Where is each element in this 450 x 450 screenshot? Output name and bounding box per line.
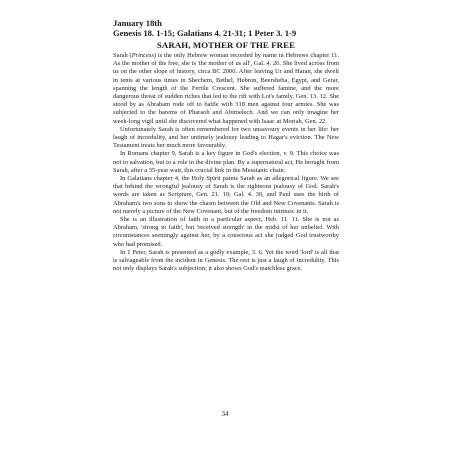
scripture-references: Genesis 18. 1-15; Galatians 4. 21-31; 1 Peter 3. 1-9 [113, 28, 297, 38]
page-number: 34 [221, 410, 229, 418]
body-paragraph: In 1 Peter, Sarah is presented as a godly example, 3. 6. Yet the word 'lord' is all that is salvageable from the incident in Genesis. The rest is just a laugh of incredulity. This not only displays Sarah's subjection; it also shows God's matchless grace. [113, 248, 339, 273]
body-paragraph: In Romans chapter 9, Sarah is a key figure in God's election, v. 9. This choice was not to salvation, but to a role in the divine plan. By a supernatural act, He brought from Sarah, after a 35-year wait, this crucial link in the Messianic chain. [113, 150, 339, 174]
entry-date: January 18th [113, 18, 162, 28]
body-paragraph: In Galatians chapter 4, the Holy Spirit paints Sarah as an allegorical figure. We see that behind the wrongful jealousy of Sarah is the righteous jealousy of God. Sarah's words are taken as Scripture, Gen. 21. 10; Gal. 4. 30, and Paul uses the birth of Abraham's two sons to show the chasm between the Old and New Covenants. Sarah is not merely a picture of the New Covenant, but of the freedom intrinsic in it. [113, 175, 339, 215]
chapter-title: SARAH, MOTHER OF THE FREE [156, 40, 296, 50]
body-paragraph: Sarah (Princess) is the only Hebrew woman recorded by name in Hebrews chapter 11. As the mother of the free, she is 'the mother of us all', Gal. 4. 26. She lived across from us on the other slope of history, circa BC 2000. After leaving Ur and Haran, she dwelt in tents at various times in Shechem, Bethel, Hebron, Beersheba, Egypt, and Gerar, spanning the length of the Fertile Crescent. She suffered famine, and the more dangerous threat of sudden riches that led to the rift with Lot's family, Gen. 13. 12. She stood by as Abraham rode off to battle with 318 men against four armies. She was subjected to the harems of Pharaoh and Abimelech. And we can only imagine her week-long vigil until she discovered what happened with Isaac at Moriah, Gen. 22. [113, 52, 339, 125]
body-paragraph: Unfortunately Sarah is often remembered for two unsavoury events in her life: her laugh of incredulity, and her untimely jealousy leading to Hagar's eviction. The New Testament treats her much more favourably. [113, 125, 339, 150]
text-column [113, 18, 339, 273]
body-paragraph: She is an illustration of faith in a particular aspect, Heb. 11. 11. She is not as Abraham, 'strong in faith', but 'received strength' in the midst of her unbelief. With circumstances seemingly against her, by a conscious act she judged God trustworthy who had promised. [113, 216, 339, 248]
